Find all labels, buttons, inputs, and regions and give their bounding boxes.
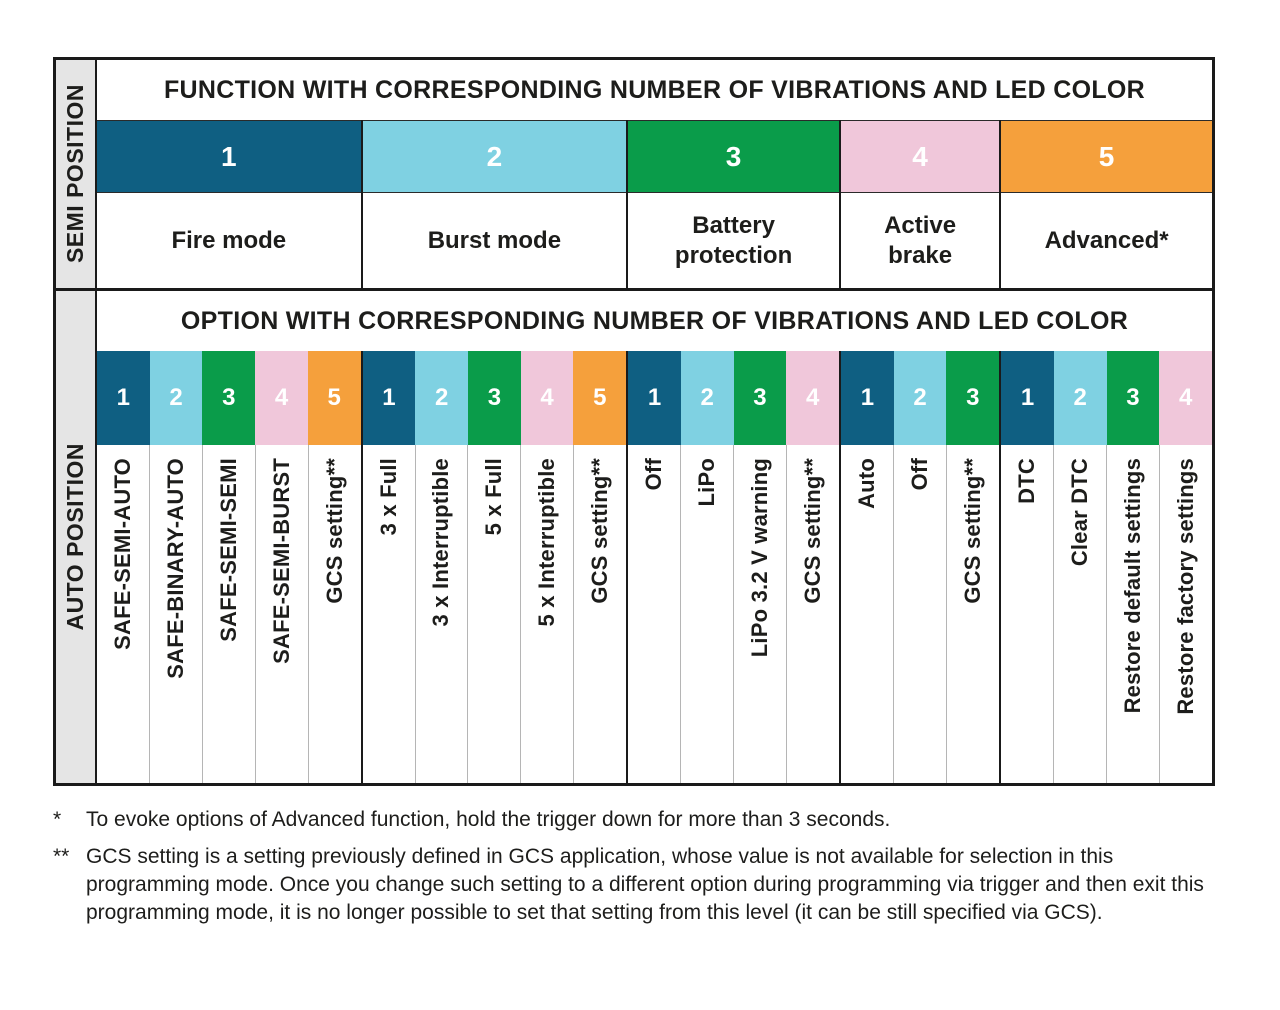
function-group-4 <box>839 120 999 288</box>
option-label: SAFE-SEMI-SEMI <box>215 458 241 642</box>
option-label: GCS setting** <box>800 458 826 604</box>
option-cell <box>149 445 202 783</box>
function-name: Active brake <box>884 211 957 269</box>
option-label-row <box>363 445 627 783</box>
option-cell <box>893 445 946 783</box>
option-cell <box>97 445 149 783</box>
option-label-row <box>1001 445 1212 783</box>
footnote-marker: ** <box>53 845 70 868</box>
option-vibration-count-cell: 4 <box>786 351 839 445</box>
auto-position-label: AUTO POSITION <box>62 443 88 631</box>
option-label: SAFE-BINARY-AUTO <box>162 458 188 679</box>
function-row-title: FUNCTION WITH CORRESPONDING NUMBER OF VIBRATIONS AND LED COLOR <box>163 75 1146 104</box>
auto-section-content <box>97 291 1212 783</box>
option-label: LiPo 3.2 V warning <box>747 458 773 658</box>
function-name: Fire mode <box>171 226 287 254</box>
function-columns <box>97 120 1212 288</box>
option-band-row <box>628 351 839 445</box>
option-band-row <box>363 351 627 445</box>
function-group-3 <box>626 120 839 288</box>
option-vibration-count-cell: 5 <box>573 351 626 445</box>
footnote-marker: * <box>53 808 62 831</box>
function-name: Burst mode <box>427 226 562 254</box>
option-vibration-count-cell: 4 <box>521 351 574 445</box>
function-vibration-count-cell: 4 <box>841 120 999 193</box>
option-cell <box>1159 445 1212 783</box>
function-name: Battery protection <box>674 211 793 269</box>
footnote-2 <box>53 843 1218 927</box>
option-vibration-count-cell: 2 <box>150 351 203 445</box>
option-cell <box>573 445 626 783</box>
option-cell <box>255 445 308 783</box>
option-vibration-count-cell: 3 <box>202 351 255 445</box>
option-label: GCS setting** <box>321 458 347 604</box>
option-label: 3 x Full <box>375 458 401 536</box>
function-vibration-count-cell: 1 <box>97 120 361 193</box>
option-cell <box>841 445 893 783</box>
option-cell <box>628 445 680 783</box>
option-cell <box>1053 445 1106 783</box>
function-group-2 <box>361 120 627 288</box>
option-group-2 <box>361 351 627 783</box>
option-label: 5 x Full <box>481 458 507 536</box>
option-label: GCS setting** <box>960 458 986 604</box>
option-vibration-count-cell: 3 <box>734 351 787 445</box>
option-label: DTC <box>1014 458 1040 504</box>
option-vibration-count-cell: 5 <box>308 351 361 445</box>
option-label: SAFE-SEMI-BURST <box>268 458 294 664</box>
option-vibration-count-cell: 1 <box>97 351 150 445</box>
option-row-title: OPTION WITH CORRESPONDING NUMBER OF VIBRATIONS AND LED COLOR <box>180 306 1129 335</box>
option-cell <box>680 445 733 783</box>
option-label: 3 x Interruptible <box>428 458 454 627</box>
function-group-5 <box>999 120 1212 288</box>
option-vibration-count-cell: 3 <box>1107 351 1160 445</box>
semi-position-section <box>56 60 1212 291</box>
option-vibration-count-cell: 1 <box>363 351 416 445</box>
function-vibration-count-cell: 5 <box>1001 120 1212 193</box>
option-cell <box>786 445 839 783</box>
option-group-5 <box>999 351 1212 783</box>
semi-position-label: SEMI POSITION <box>62 84 88 264</box>
option-label-row <box>97 445 361 783</box>
footnote-text: To evoke options of Advanced function, hold the trigger down for more than 3 seconds. <box>86 808 891 831</box>
option-vibration-count-cell: 2 <box>1054 351 1107 445</box>
option-band-row <box>1001 351 1212 445</box>
option-label-row <box>841 445 999 783</box>
option-band-row <box>97 351 361 445</box>
option-columns <box>97 351 1212 783</box>
option-vibration-count-cell: 1 <box>628 351 681 445</box>
option-band-row <box>841 351 999 445</box>
option-cell <box>363 445 415 783</box>
footnote-text: GCS setting is a setting previously defined in GCS application, whose value is not available for selection in this programming mode. Once you change such setting to a different option during programming via trigger and then exit this programming mode, it is no longer possible to set that setting from this level (it can be still specified via GCS). <box>86 845 1204 924</box>
option-group-4 <box>839 351 999 783</box>
function-vibration-count-cell: 2 <box>363 120 627 193</box>
option-label: Off <box>641 458 667 491</box>
option-cell <box>467 445 520 783</box>
option-label: GCS setting** <box>587 458 613 604</box>
function-vibration-count-cell: 3 <box>628 120 839 193</box>
option-cell <box>202 445 255 783</box>
option-cell <box>946 445 999 783</box>
function-group-1 <box>97 120 361 288</box>
option-vibration-count-cell: 2 <box>681 351 734 445</box>
option-label: Off <box>907 458 933 491</box>
option-group-3 <box>626 351 839 783</box>
semi-section-content <box>97 60 1212 288</box>
option-vibration-count-cell: 1 <box>841 351 894 445</box>
option-cell <box>520 445 573 783</box>
auto-position-section <box>56 291 1212 783</box>
option-vibration-count-cell: 3 <box>946 351 999 445</box>
option-vibration-count-cell: 4 <box>255 351 308 445</box>
option-vibration-count-cell: 2 <box>894 351 947 445</box>
option-vibration-count-cell: 3 <box>468 351 521 445</box>
option-vibration-count-cell: 4 <box>1159 351 1212 445</box>
option-label: Auto <box>854 458 880 509</box>
option-cell <box>1106 445 1159 783</box>
option-vibration-count-cell: 1 <box>1001 351 1054 445</box>
option-group-1 <box>97 351 361 783</box>
footnotes <box>53 806 1218 936</box>
option-label: LiPo <box>694 458 720 507</box>
option-label: Clear DTC <box>1067 458 1093 567</box>
option-vibration-count-cell: 2 <box>415 351 468 445</box>
semi-position-side-header <box>56 60 97 288</box>
option-label: Restore default settings <box>1120 458 1146 714</box>
programming-table <box>53 57 1215 786</box>
function-name: Advanced* <box>1044 226 1169 254</box>
option-label: 5 x Interruptible <box>534 458 560 627</box>
auto-position-side-header <box>56 291 97 783</box>
option-label-row <box>628 445 839 783</box>
option-label: Restore factory settings <box>1173 458 1199 715</box>
footnote-1 <box>53 806 1218 834</box>
option-label: SAFE-SEMI-AUTO <box>109 458 135 650</box>
option-cell <box>733 445 786 783</box>
option-cell <box>415 445 468 783</box>
option-cell <box>1001 445 1053 783</box>
option-cell <box>308 445 361 783</box>
